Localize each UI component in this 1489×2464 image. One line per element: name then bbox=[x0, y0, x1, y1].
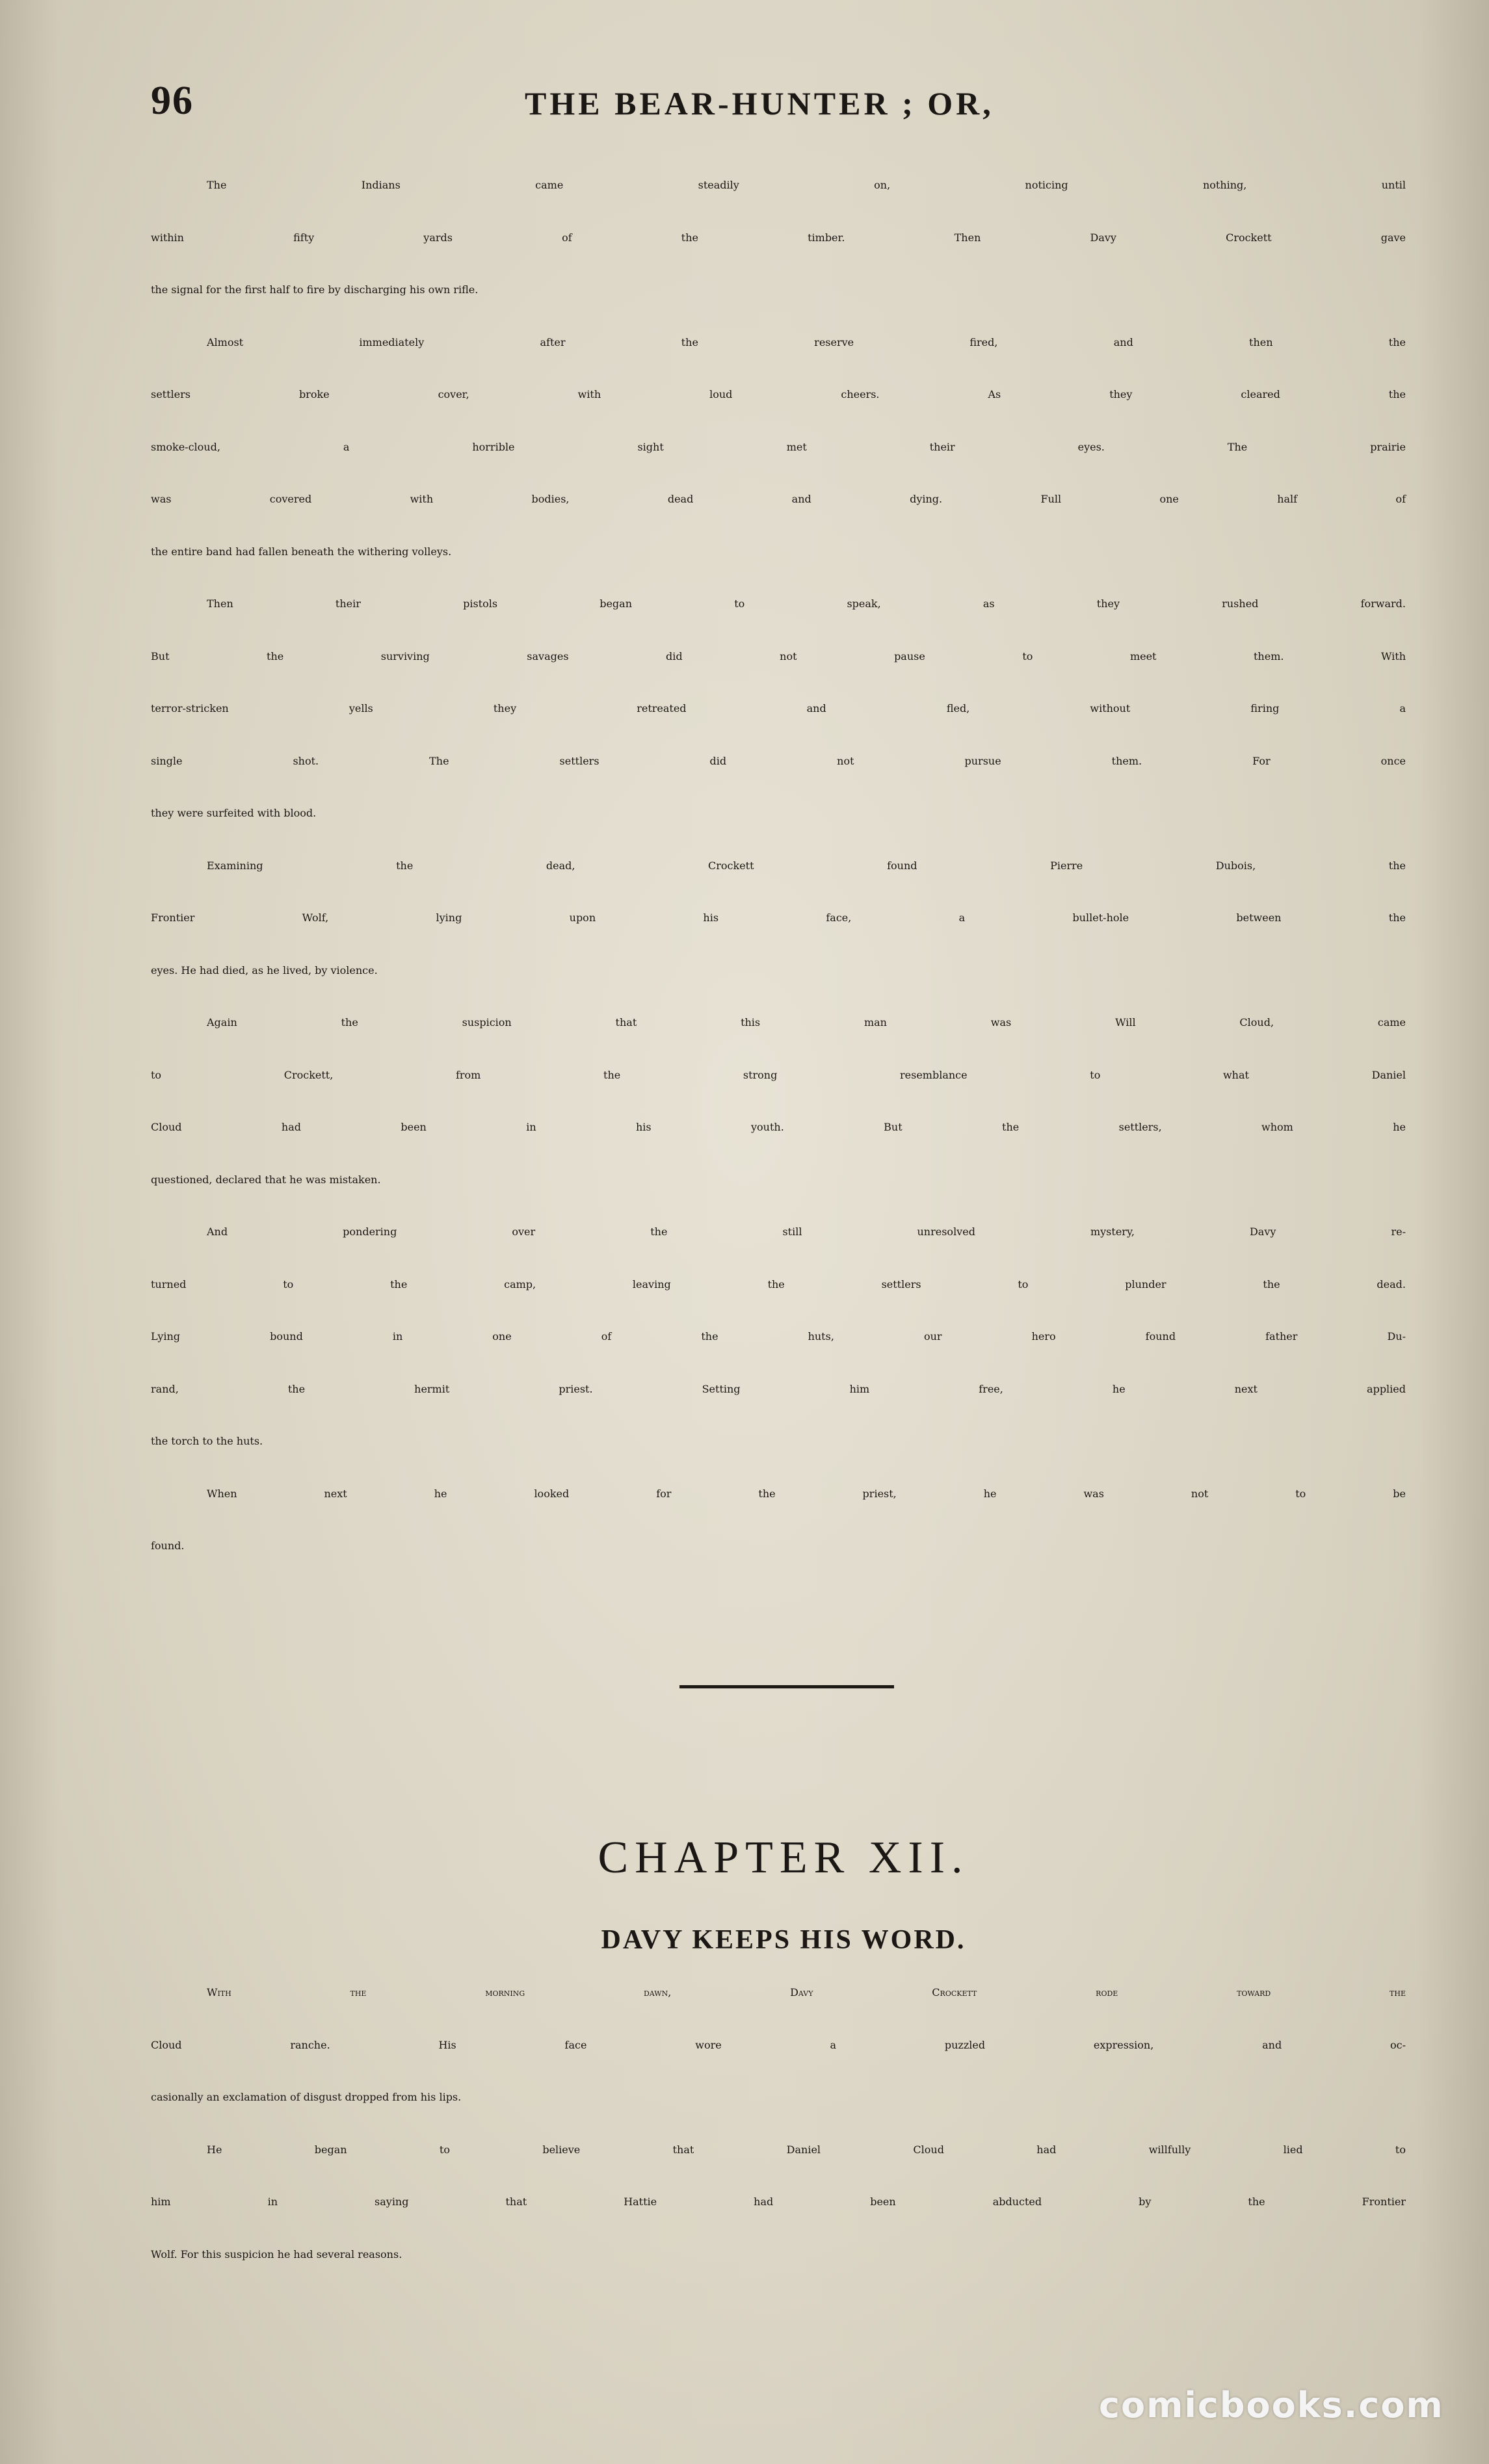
site-watermark: comicbooks.com bbox=[1099, 2385, 1444, 2426]
text-line: settlers broke cover, with loud cheers. As they cleared the bbox=[151, 388, 1406, 400]
text-line: to Crockett, from the strong resemblance to what Daniel bbox=[151, 1068, 1406, 1081]
text-line: But the surviving savages did not pause to meet them. With bbox=[151, 649, 1406, 662]
text-line: terror-stricken yells they retreated and fled, without firing a bbox=[151, 702, 1406, 714]
text-line: Again the suspicion that this man was Will Cloud, came bbox=[207, 1016, 1406, 1029]
text-line: Almost immediately after the reserve fired, and then the bbox=[207, 335, 1406, 348]
text-block-main bbox=[151, 179, 1406, 1592]
text-line: smoke-cloud, a horrible sight met their eyes. The prairie bbox=[151, 440, 1406, 453]
text-line: Cloud ranche. His face wore a puzzled expression, and oc- bbox=[151, 2038, 1406, 2051]
text-line: Wolf. For this suspicion he had several reasons. bbox=[151, 2248, 402, 2261]
text-line: He began to believe that Daniel Cloud had willfully lied to bbox=[207, 2143, 1406, 2156]
text-line: was covered with bodies, dead and dying. Full one half of bbox=[151, 493, 1406, 505]
text-line: eyes. He had died, as he lived, by violence. bbox=[151, 963, 378, 976]
text-line: questioned, declared that he was mistaken. bbox=[151, 1173, 381, 1186]
text-line: within fifty yards of the timber. Then Davy Crockett gave bbox=[151, 231, 1406, 244]
text-line: Then their pistols began to speak, as they rushed forward. bbox=[207, 597, 1406, 610]
text-line: found. bbox=[151, 1540, 185, 1552]
text-line: And pondering over the still unresolved mystery, Davy re- bbox=[207, 1225, 1406, 1238]
text-line: the entire band had fallen beneath the withering volleys. bbox=[151, 545, 452, 558]
text-line: him in saying that Hattie had been abducted by the Frontier bbox=[151, 2195, 1406, 2208]
page-number: 96 bbox=[151, 79, 194, 123]
text-line: The Indians came steadily on, noticing nothing, until bbox=[207, 179, 1406, 191]
text-block-chapter bbox=[151, 1986, 1406, 2300]
chapter-title: CHAPTER XII. bbox=[598, 1833, 969, 1883]
chapter-subtitle: DAVY KEEPS HIS WORD. bbox=[601, 1925, 966, 1955]
running-head bbox=[151, 78, 1406, 130]
text-line: Frontier Wolf, lying upon his face, a bullet-hole between the bbox=[151, 911, 1406, 924]
text-line: Cloud had been in his youth. But the settlers, whom he bbox=[151, 1121, 1406, 1133]
text-line: Lying bound in one of the huts, our hero found father Du- bbox=[151, 1330, 1406, 1343]
text-line: single shot. The settlers did not pursue them. For once bbox=[151, 754, 1406, 767]
text-line: casionally an exclamation of disgust dropped from his lips. bbox=[151, 2091, 462, 2103]
text-line: Examining the dead, Crockett found Pierre Dubois, the bbox=[207, 859, 1406, 872]
text-line: With the morning dawn, Davy Crockett rode toward the bbox=[207, 1986, 1406, 1999]
text-line: When next he looked for the priest, he was not to be bbox=[207, 1487, 1406, 1500]
text-line: rand, the hermit priest. Setting him free, he next applied bbox=[151, 1382, 1406, 1395]
running-title: THE BEAR-HUNTER ; OR, bbox=[525, 85, 994, 122]
section-divider bbox=[679, 1685, 894, 1688]
text-line: the signal for the first half to fire by discharging his own rifle. bbox=[151, 283, 479, 296]
text-line: turned to the camp, leaving the settlers to plunder the dead. bbox=[151, 1278, 1406, 1291]
text-line: the torch to the huts. bbox=[151, 1435, 263, 1447]
text-line: they were surfeited with blood. bbox=[151, 807, 317, 819]
